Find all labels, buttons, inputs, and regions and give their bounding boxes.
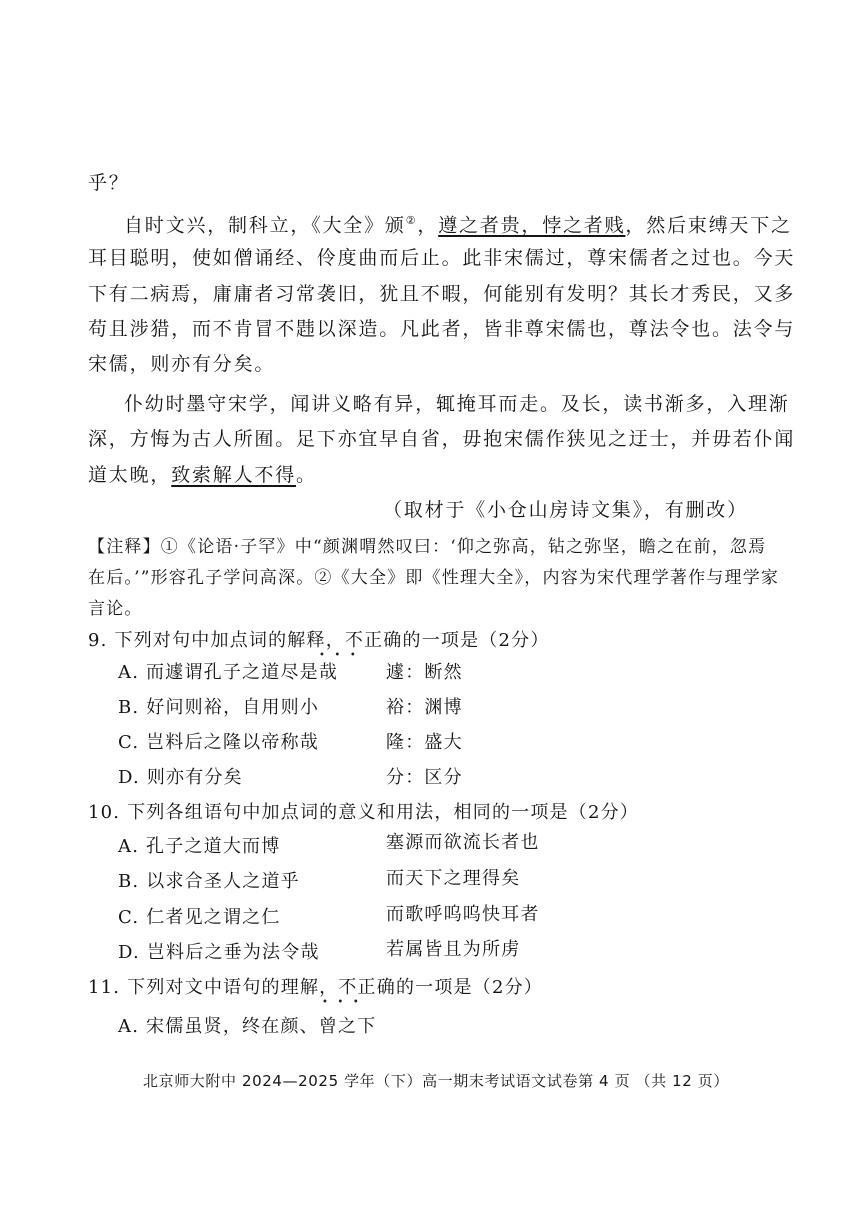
underlined-phrase: 遵之者贵，悖之者贱 — [438, 214, 626, 237]
option-text: 好问则裕，自用则小 — [146, 697, 320, 718]
annotation-line-3: 言论。 — [88, 599, 143, 619]
underlined-phrase: 致索解人不得 — [171, 464, 297, 486]
passage-line-1: 乎？ — [88, 172, 130, 194]
q9-option-c[interactable] — [118, 730, 319, 756]
option-label: A. — [118, 662, 140, 683]
option-text: 则亦有分矣 — [146, 767, 243, 788]
passage-text: ，然后束缚天下之 — [625, 214, 792, 237]
emphasis-dots: • • • — [322, 997, 359, 1008]
question-9-stem: 9. 下列对句中加点词的解释，不正确的一项是（2分） — [88, 630, 550, 651]
q10-option-d-right: 若属皆且为所虏 — [386, 939, 521, 960]
option-label: C. — [118, 907, 140, 928]
option-text: 宋儒虽贤，终在颜、曾之下 — [146, 1016, 377, 1037]
option-label: B. — [118, 871, 140, 892]
option-text: 而遽谓孔子之道尽是哉 — [146, 662, 339, 683]
passage-line-9 — [88, 462, 317, 488]
passage-line-4: 下有二病焉，庸庸者习常袭旧，犹且不暇，何能别有发明？其长才秀民，又多 — [88, 283, 796, 305]
option-text: 孔子之道大而博 — [146, 836, 281, 857]
q9-option-b[interactable] — [118, 695, 319, 721]
option-label: A. — [118, 1016, 140, 1037]
question-11-stem: 11. 下列对文中语句的理解，不正确的一项是（2分） — [88, 977, 543, 998]
q9-option-a[interactable] — [118, 660, 338, 686]
q10-option-b-right: 而天下之理得矣 — [386, 868, 521, 889]
source-citation: （取材于《小仓山房诗文集》，有删改） — [383, 499, 748, 521]
passage-text: 自时文兴，制科立，《大全》颁 — [124, 214, 406, 237]
passage-line-7: 仆幼时墨守宋学，闻讲义略有异，辄掩耳而走。及长，读书渐多，入理渐 — [124, 393, 790, 415]
q10-option-d[interactable] — [118, 940, 320, 966]
q9-option-a-gloss: 遽：断然 — [386, 662, 463, 683]
option-label: D. — [118, 767, 140, 788]
option-label: C. — [118, 732, 140, 753]
page-footer: 北京师大附中 2024—2025 学年（下）高一期末考试语文试卷第 4 页 （共 12 页） — [143, 1072, 729, 1090]
q9-option-d[interactable] — [118, 765, 243, 791]
q9-option-c-gloss: 隆：盛大 — [386, 732, 463, 753]
q10-option-b[interactable] — [118, 869, 300, 895]
option-text: 以求合圣人之道乎 — [146, 871, 300, 892]
passage-text: ， — [417, 214, 439, 237]
passage-text: 道太晚， — [88, 464, 172, 486]
q10-option-a[interactable] — [118, 834, 280, 860]
passage-text: 。 — [296, 464, 317, 486]
option-text: 岂料后之隆以帝称哉 — [146, 732, 319, 753]
passage-line-2 — [124, 208, 792, 238]
q10-option-c-right: 而歌呼呜呜快耳者 — [386, 904, 540, 925]
q10-option-a-right: 塞源而欲流长者也 — [386, 832, 540, 853]
option-label: D. — [118, 942, 140, 963]
q11-option-a[interactable] — [118, 1014, 376, 1040]
option-label: B. — [118, 697, 140, 718]
passage-line-3: 耳目聪明，使如僧诵经、伶度曲而后止。此非宋儒过，尊宋儒者之过也。今天 — [88, 247, 796, 269]
q10-option-c[interactable] — [118, 905, 281, 931]
annotation-line-2: 在后。’”形容孔子学问高深。②《大全》即《性理大全》，内容为宋代理学著作与理学家 — [88, 568, 780, 588]
annotation-line-1: 【注释】①《论语·子罕》中“颜渊喟然叹曰：‘仰之弥高，钻之弥坚，瞻之在前，忽焉 — [88, 537, 767, 557]
passage-line-5: 苟且涉猎，而不肯冒不韪以深造。凡此者，皆非尊宋儒也，尊法令也。法令与 — [88, 318, 796, 340]
q9-option-d-gloss: 分：区分 — [386, 767, 463, 788]
q9-option-b-gloss: 裕：渊博 — [386, 697, 463, 718]
option-text: 仁者见之谓之仁 — [146, 907, 281, 928]
option-label: A. — [118, 836, 140, 857]
passage-line-8: 深，方悔为古人所囿。足下亦宜早自省，毋抱宋儒作狭见之迂士，并毋若仆闻 — [88, 428, 796, 450]
emphasis-dots: • • • — [319, 650, 356, 661]
question-10-stem: 10. 下列各组语句中加点词的意义和用法，相同的一项是（2分） — [88, 802, 639, 823]
footnote-marker-2: ② — [405, 214, 418, 227]
option-text: 岂料后之垂为法令哉 — [146, 942, 320, 963]
passage-line-6: 宋儒，则亦有分矣。 — [88, 353, 276, 375]
